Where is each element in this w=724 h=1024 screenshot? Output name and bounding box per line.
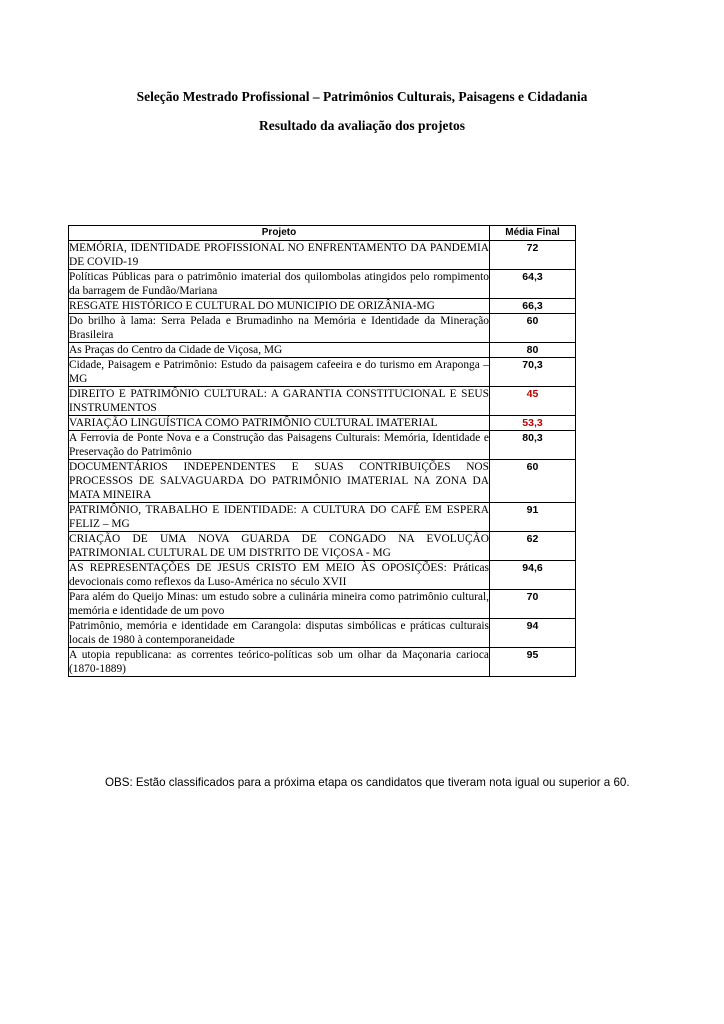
project-title-cell: VARIAÇÃO LINGUÍSTICA COMO PATRIMÔNIO CULTURAL IMATERIAL <box>69 416 490 431</box>
table-row <box>69 270 576 299</box>
column-header-project: Projeto <box>69 226 490 241</box>
final-score-cell: 94 <box>490 619 576 648</box>
project-title-cell: Para além do Queijo Minas: um estudo sobre a culinária mineira como patrimônio cultural, memória e identidade de um povo <box>69 591 489 617</box>
table-row <box>69 358 576 387</box>
final-score-cell: 53,3 <box>490 416 576 431</box>
final-score-cell: 94,6 <box>490 561 576 590</box>
project-title-cell: Patrimônio, memória e identidade em Carangola: disputas simbólicas e práticas culturais locais de 1980 à contemporaneidade <box>69 620 489 646</box>
project-title-cell: Políticas Públicas para o patrimônio imaterial dos quilombolas atingidos pelo rompimento da barragem de Fundão/Mariana <box>69 271 489 297</box>
table-row <box>69 503 576 532</box>
final-score-cell: 60 <box>490 314 576 343</box>
project-title-cell: As Praças do Centro da Cidade de Viçosa, MG <box>69 343 490 358</box>
final-score-cell: 70 <box>490 590 576 619</box>
observation-note: OBS: Estão classificados para a próxima etapa os candidatos que tiveram nota igual ou superior a 60. <box>105 776 630 789</box>
project-title-cell: DOCUMENTÁRIOS INDEPENDENTES E SUAS CONTRIBUIÇÕES NOS PROCESSOS DE SALVAGUARDA DO PATRIMÔNIO IMATERIAL NA ZONA DA MATA MINEIRA <box>69 461 489 501</box>
table-row <box>69 314 576 343</box>
project-title-cell: DIREITO E PATRIMÔNIO CULTURAL: A GARANTIA CONSTITUCIONAL E SEUS INSTRUMENTOS <box>69 388 489 414</box>
table-row <box>69 590 576 619</box>
results-table <box>68 225 576 677</box>
final-score-cell: 60 <box>490 460 576 503</box>
final-score-cell: 70,3 <box>490 358 576 387</box>
table-row <box>69 619 576 648</box>
table-row <box>69 299 576 314</box>
table-row <box>69 416 576 431</box>
final-score-cell: 80,3 <box>490 431 576 460</box>
table-row <box>69 460 576 503</box>
project-title-cell: Cidade, Paisagem e Patrimônio: Estudo da paisagem cafeeira e do turismo em Araponga – MG <box>69 359 489 385</box>
column-header-score: Média Final <box>490 226 576 241</box>
project-title-cell: AS REPRESENTAÇÕES DE JESUS CRISTO EM MEIO ÀS OPOSIÇÕES: Práticas devocionais como reflexos da Luso-América no século XVII <box>69 562 489 588</box>
document-title: Seleção Mestrado Profissional – Patrimônios Culturais, Paisagens e Cidadania <box>136 89 588 104</box>
project-title-cell: MEMÓRIA, IDENTIDADE PROFISSIONAL NO ENFRENTAMENTO DA PANDEMIA DE COVID-19 <box>69 242 489 268</box>
table-row <box>69 241 576 270</box>
final-score-cell: 64,3 <box>490 270 576 299</box>
table-row <box>69 648 576 677</box>
table-row <box>69 387 576 416</box>
final-score-cell: 95 <box>490 648 576 677</box>
table-header-row <box>69 226 576 241</box>
table-row <box>69 343 576 358</box>
results-table-body <box>69 241 576 677</box>
table-row <box>69 561 576 590</box>
table-row <box>69 532 576 561</box>
project-title-cell: A utopia republicana: as correntes teórico-políticas sob um olhar da Maçonaria carioca (1870-1889) <box>69 649 489 675</box>
final-score-cell: 62 <box>490 532 576 561</box>
final-score-cell: 66,3 <box>490 299 576 314</box>
project-title-cell: RESGATE HISTÓRICO E CULTURAL DO MUNICIPIO DE ORIZÂNIA-MG <box>69 299 490 314</box>
final-score-cell: 91 <box>490 503 576 532</box>
project-title-cell: PATRIMÔNIO, TRABALHO E IDENTIDADE: A CULTURA DO CAFÉ EM ESPERA FELIZ – MG <box>69 504 489 530</box>
table-row <box>69 431 576 460</box>
final-score-cell: 72 <box>490 241 576 270</box>
document-subtitle: Resultado da avaliação dos projetos <box>258 118 465 133</box>
project-title-cell: Do brilho à lama: Serra Pelada e Brumadinho na Memória e Identidade da Mineração Brasileira <box>69 315 489 341</box>
final-score-cell: 45 <box>490 387 576 416</box>
project-title-cell: A Ferrovia de Ponte Nova e a Construção das Paisagens Culturais: Memória, Identidade e Preservação do Patrimônio <box>69 432 489 458</box>
final-score-cell: 80 <box>490 343 576 358</box>
project-title-cell: CRIAÇÃO DE UMA NOVA GUARDA DE CONGADO NA EVOLUÇÃO PATRIMONIAL CULTURAL DE UM DISTRITO DE VIÇOSA - MG <box>69 533 489 559</box>
